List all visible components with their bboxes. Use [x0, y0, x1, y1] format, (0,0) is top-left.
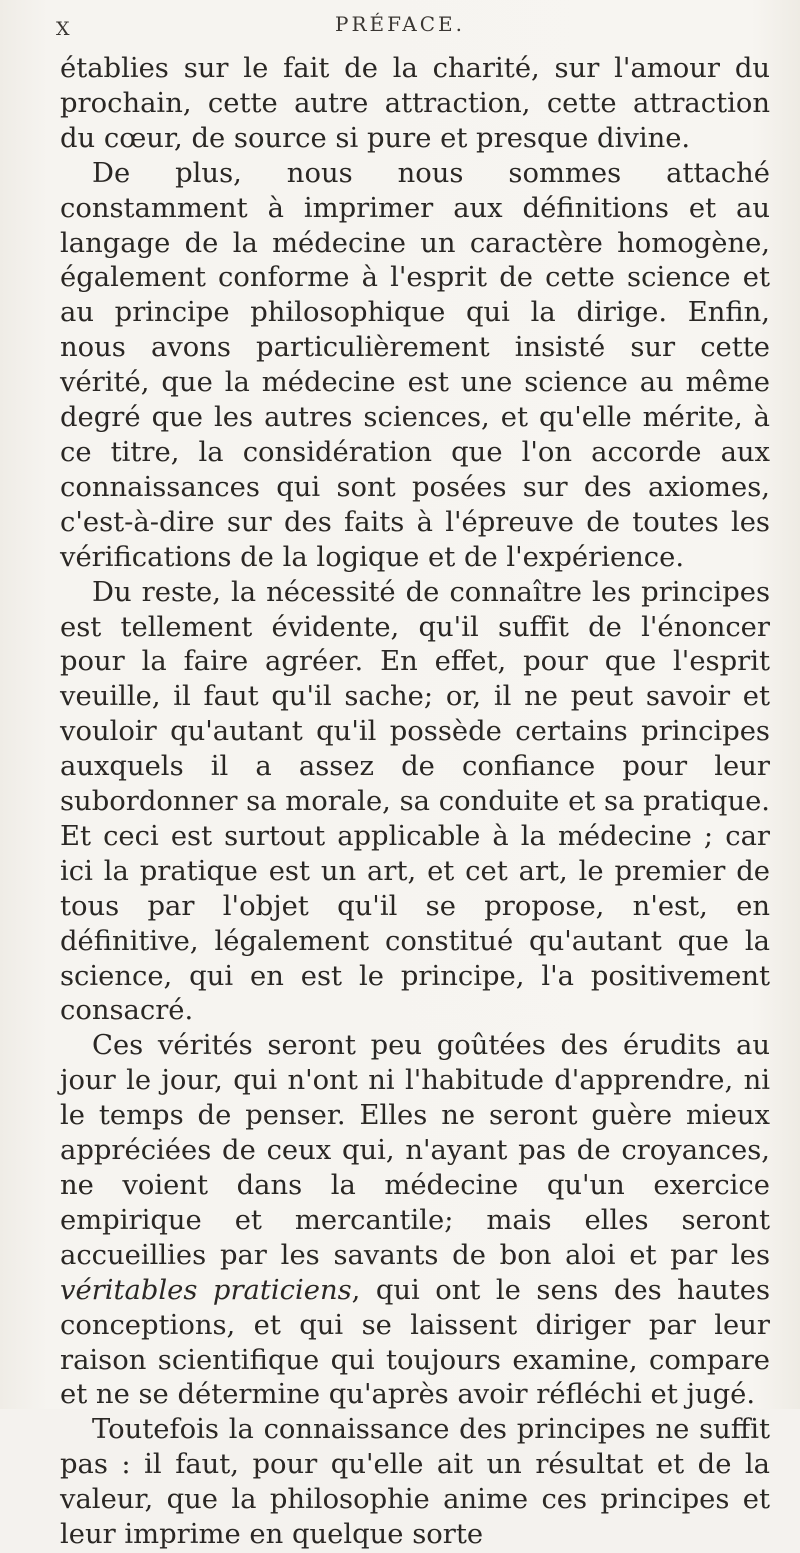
paragraph-1: établies sur le fait de la charité, sur l'amour du prochain, cette autre attraction, cette attraction du cœur, de source si pure et presque divine. — [60, 53, 770, 154]
paragraph-4-text-end: , qui ont le sens des hautes conceptions, et qui se laissent diriger par leur raison scientifique qui toujours examine, compare et ne se détermine qu'après avoir réfléchi et jugé. — [60, 1274, 771, 1411]
paragraph-4-italic-phrase: véritables praticiens — [60, 1274, 352, 1306]
running-head: PRÉFACE. — [335, 12, 465, 36]
page-number: X — [56, 18, 71, 40]
paragraph-4-text-start: Ces vérités seront peu goûtées des érudits au jour le jour, qui n'ont ni l'habitude d'apprendre, ni le temps de penser. Elles ne seront guère mieux appréciées de ceux qui, n'ayant pas de croyances, ne voient dans la médecine qu'un exercice empirique et mercantile; mais elles seront accueillies par les savants de bon aloi et par les — [60, 1030, 770, 1271]
body-text — [60, 52, 770, 1553]
page-header — [0, 4, 800, 44]
paragraph-2: De plus, nous nous sommes attaché constamment à imprimer aux définitions et au langage de la médecine un caractère homogène, également conforme à l'esprit de cette science et au principe philosophique qui la dirige. Enfin, nous avons particulièrement insisté sur cette vérité, que la médecine est une science au même degré que les autres sciences, et qu'elle mérite, à ce titre, la considération que l'on accorde aux connaissances qui sont posées sur des axiomes, c'est-à-dire sur des faits à l'épreuve de toutes les vérifications de la logique et de l'expérience. — [60, 157, 770, 573]
paragraph-5: Toutefois la connaissance des principes ne suffit pas : il faut, pour qu'elle ait un résultat et de la valeur, que la philosophie anime ces principes et leur imprime en quelque sorte — [60, 1414, 770, 1551]
paragraph-3: Du reste, la nécessité de connaître les principes est tellement évidente, qu'il suffit de l'énoncer pour la faire agréer. En effet, pour que l'esprit veuille, il faut qu'il sache; or, il ne peut savoir et vouloir qu'autant qu'il possède certains principes auxquels il a assez de confiance pour leur subordonner sa morale, sa conduite et sa pratique. Et ceci est surtout applicable à la médecine ; car ici la pratique est un art, et cet art, le premier de tous par l'objet qu'il se propose, n'est, en définitive, légalement constitué qu'autant que la science, qui en est le principe, l'a positivement consacré. — [60, 576, 770, 1027]
paragraph-4 — [60, 1029, 770, 1413]
